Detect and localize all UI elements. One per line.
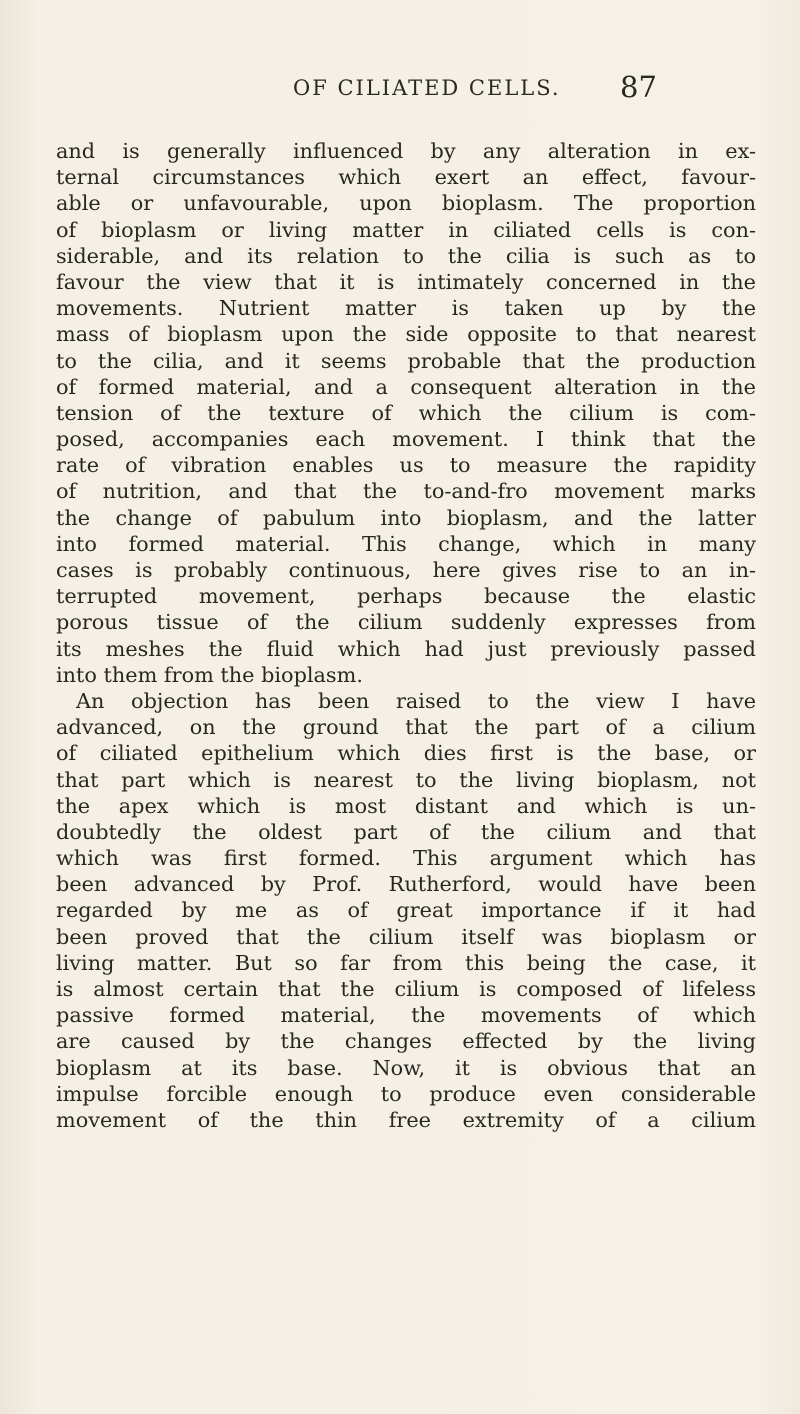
body-text [56,138,756,1133]
text-line: which was first formed. This argument which has [56,846,756,871]
text-line: movement of the thin free extremity of a cilium [56,1107,756,1132]
text-line: doubtedly the oldest part of the cilium and that [56,819,756,844]
text-line: that part which is nearest to the living bioplasm, not [56,767,756,792]
text-line: of nutrition, and that the to-and-fro movement marks [56,479,756,504]
text-line: been advanced by Prof. Rutherford, would have been [56,872,756,897]
text-line: cases is probably continuous, here gives rise to an in- [56,558,756,582]
text-line: rate of vibration enables us to measure the rapidity [56,453,756,478]
text-line: tension of the texture of which the cilium is com- [56,400,756,425]
text-line: living matter. But so far from this being the case, it [56,950,756,975]
text-line: and is generally influenced by any alteration in ex- [56,139,756,163]
text-line: its meshes the fluid which had just previously passed [56,636,756,661]
text-line: regarded by me as of great importance if it had [56,898,756,923]
text-line: of formed material, and a consequent alteration in the [56,374,756,399]
running-title: OF CILIATED CELLS. [293,76,561,100]
text-line: passive formed material, the movements of which [56,1003,756,1028]
text-line: are caused by the changes effected by the living [56,1029,756,1054]
text-line: movements. Nutrient matter is taken up by the [56,296,756,321]
text-line: to the cilia, and it seems probable that the production [56,348,756,373]
text-line: able or unfavourable, upon bioplasm. The proportion [56,191,756,216]
text-line: ternal circumstances which exert an effect, favour- [56,165,756,190]
text-line: impulse forcible enough to produce even considerable [56,1081,756,1106]
text-line: the change of pabulum into bioplasm, and the latter [56,505,756,530]
text-line: is almost certain that the cilium is composed of lifeless [56,977,756,1001]
page-number: 87 [620,70,657,104]
text-line: mass of bioplasm upon the side opposite to that nearest [56,322,756,347]
running-head [0,70,800,106]
text-line: An objection has been raised to the view I have [76,688,756,713]
text-line: terrupted movement, perhaps because the elastic [56,584,756,609]
text-line: favour the view that it is intimately concerned in the [56,269,756,294]
text-line: porous tissue of the cilium suddenly expresses from [56,610,756,635]
text-line: of ciliated epithelium which dies first is the base, or [56,741,756,766]
text-line: of bioplasm or living matter in ciliated cells is con- [56,217,756,242]
text-line: siderable, and its relation to the cilia is such as to [56,243,756,268]
text-line: into formed material. This change, which in many [56,531,756,556]
text-line: posed, accompanies each movement. I think that the [56,427,756,452]
text-line: the apex which is most distant and which is un- [56,793,756,818]
text-line: into them from the bioplasm. [56,662,363,687]
text-line: advanced, on the ground that the part of a cilium [56,715,756,740]
text-line: been proved that the cilium itself was bioplasm or [56,924,756,949]
text-line: bioplasm at its base. Now, it is obvious that an [56,1055,756,1080]
